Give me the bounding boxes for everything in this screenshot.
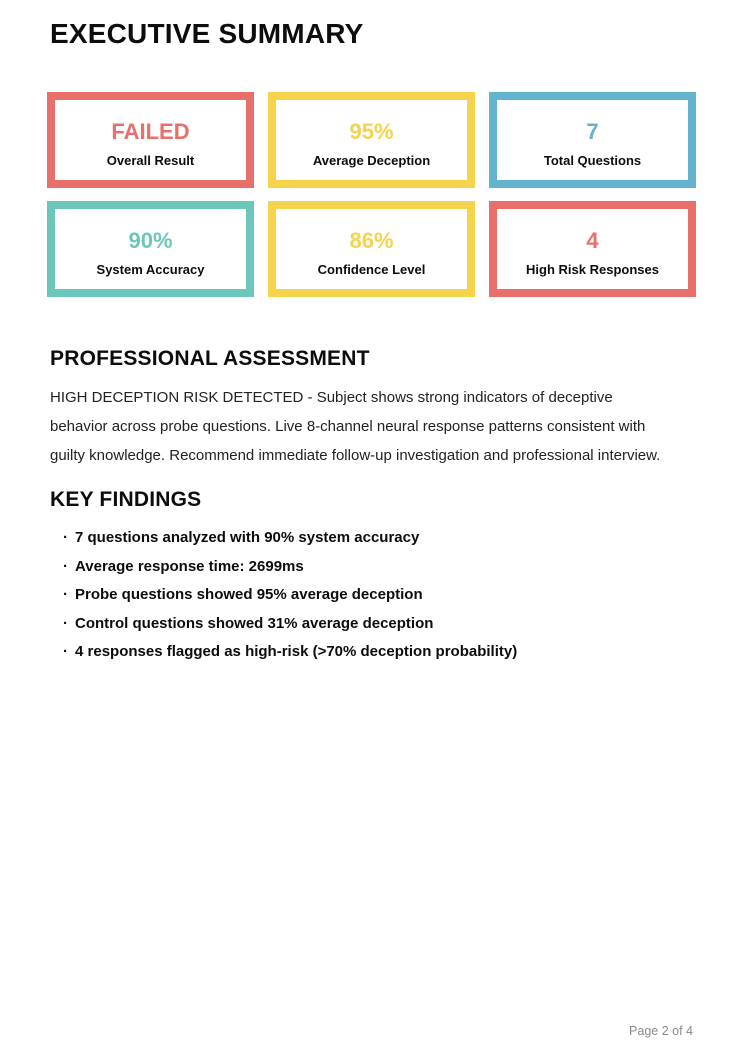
stat-card-total-questions (489, 92, 696, 188)
stat-label: Total Questions (543, 152, 642, 168)
finding-text: Control questions showed 31% average deception (75, 614, 434, 632)
stat-card-average-deception (268, 92, 475, 188)
finding-item (63, 587, 693, 604)
bullet-icon: · (63, 643, 68, 660)
bullet-icon: · (63, 586, 68, 603)
stat-value: 7 (586, 118, 599, 144)
bullet-icon: · (63, 529, 68, 546)
page-title: EXECUTIVE SUMMARY (50, 18, 364, 49)
stat-value: 95% (349, 118, 394, 144)
page-number: Page 2 of 4 (629, 1024, 693, 1038)
stat-label: Confidence Level (317, 261, 426, 277)
key-findings-list (63, 530, 693, 661)
stat-card-system-accuracy (47, 201, 254, 297)
stat-label: Average Deception (312, 152, 431, 168)
stat-label: System Accuracy (96, 261, 205, 277)
bullet-icon: · (63, 614, 68, 632)
stat-card-high-risk-responses (489, 201, 696, 297)
finding-text: 4 responses flagged as high-risk (>70% deception probability) (75, 643, 518, 660)
stat-card-overall-result (47, 92, 254, 188)
assessment-body: HIGH DECEPTION RISK DETECTED - Subject shows strong indicators of deceptive behavior across probe questions. Live 8-channel neural response patterns consistent with guilty knowledge. Recommend immediate follow-up investigation and professional interview. (50, 389, 661, 464)
stat-value: 90% (128, 227, 173, 253)
report-page (0, 20, 743, 1064)
finding-text: 7 questions analyzed with 90% system accuracy (75, 529, 420, 546)
finding-item (63, 530, 693, 547)
stat-cards-grid (47, 92, 696, 297)
stat-label: High Risk Responses (526, 261, 659, 277)
stat-value: 4 (586, 227, 599, 253)
stat-label: Overall Result (106, 152, 195, 168)
finding-item (63, 559, 693, 576)
stat-value: FAILED (111, 118, 190, 144)
finding-item (63, 644, 693, 661)
finding-text: Probe questions showed 95% average deception (75, 586, 423, 603)
key-findings-heading: KEY FINDINGS (50, 488, 202, 511)
finding-text: Average response time: 2699ms (75, 557, 304, 575)
stat-value: 86% (349, 227, 394, 253)
bullet-icon: · (63, 557, 68, 575)
finding-item (63, 616, 693, 633)
stat-card-confidence-level (268, 201, 475, 297)
assessment-heading: PROFESSIONAL ASSESSMENT (50, 347, 370, 370)
